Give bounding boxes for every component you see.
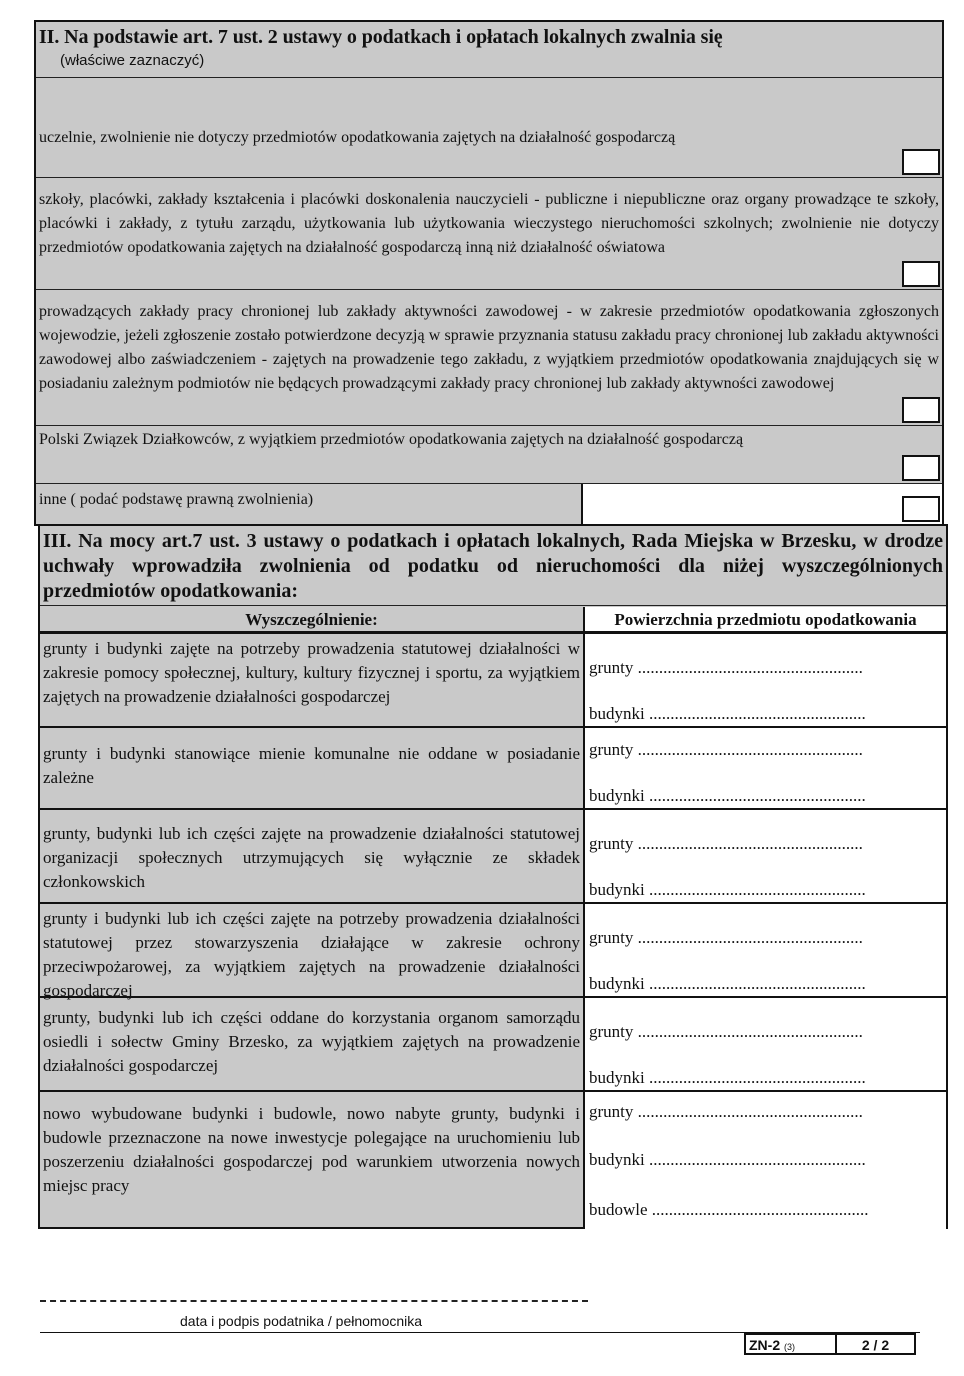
form-code [746, 1335, 837, 1353]
exemption-text: inne ( podać podstawę prawną zwolnienia) [39, 491, 314, 508]
section-2-header [36, 22, 942, 78]
exemption-text: szkoły, placówki, zakłady kształcenia i placówki doskonalenia nauczycieli - publiczne i niepubliczne oraz organy prowadzące te szkoły, placówki i zakłady, z tytułu zarządu, użytkowania lub użytkowania wieczystego nieruchomości szkolnych; zwolnienie nie dotyczy przedmiotów opodatkowania zajętych na działalność gospodarczą inną niż działalność oświatowa [39, 191, 939, 256]
exemption-row-szkoly [36, 178, 942, 290]
exemption-checkbox-uczelnie[interactable] [902, 149, 940, 175]
row-description: grunty i budynki lub ich części zajęte na potrzeby prowadzenia działalności statutowej przez stowarzyszenia działające w zakresie ochrony przeciwpożarowej, za wyjątkiem zajętych na prowadzenie działalności gospodarczej [43, 909, 580, 1000]
area-cell [583, 808, 946, 902]
area-field-grunty[interactable]: grunty ..................................................... [589, 1022, 863, 1041]
area-field-budynki[interactable]: budynki ................................................... [589, 704, 866, 723]
area-field-budynki[interactable]: budynki ................................................... [589, 786, 866, 805]
table-row [40, 726, 583, 808]
table-row [40, 808, 583, 902]
area-field-grunty[interactable]: grunty ..................................................... [589, 834, 863, 853]
area-cell [583, 632, 946, 726]
exemption-row-inne [36, 484, 942, 524]
area-field-grunty[interactable]: grunty ..................................................... [589, 928, 863, 947]
section-2-subtitle: (właściwe zaznaczyć) [60, 52, 205, 69]
section-3-council-exemptions [38, 524, 948, 1229]
area-field-grunty[interactable]: grunty ..................................................... [589, 1102, 863, 1121]
exemption-row-uczelnie [36, 78, 942, 178]
row-description: grunty i budynki zajęte na potrzeby prowadzenia statutowej działalności w zakresie pomocy społecznej, kultury, kultury fizycznej i sportu, za wyjątkiem zajętych na prowadzenie działalności gospodarczej [43, 639, 580, 706]
exemption-checkbox-pzd[interactable] [902, 455, 940, 481]
exemption-checkbox-szkoly[interactable] [902, 261, 940, 287]
exemption-row-pzd [36, 426, 942, 484]
other-legal-basis-field[interactable] [581, 484, 942, 524]
table-row [40, 902, 583, 1000]
area-cell [583, 902, 946, 996]
area-field-budynki[interactable]: budynki ................................................... [589, 1068, 866, 1087]
table-row [40, 632, 583, 726]
column-header-specification: Wyszczególnienie: [40, 607, 583, 633]
area-cell [583, 726, 946, 808]
section-2-exemptions [34, 20, 944, 526]
row-description: grunty, budynki lub ich części oddane do korzystania organom samorządu osiedli i sołectw Gminy Brzesko, za wyjątkiem zajętych na prowadzenie działalności gospodarczej [43, 1008, 580, 1075]
form-code-text: ZN-2 [749, 1337, 781, 1353]
form-code-box [744, 1333, 916, 1355]
page-number: 2 / 2 [861, 1337, 890, 1353]
area-cell [583, 1090, 946, 1229]
area-field-grunty[interactable]: grunty ..................................................... [589, 658, 863, 677]
signature-line[interactable] [40, 1300, 588, 1302]
column-header-area: Powierzchnia przedmiotu opodatkowania [583, 607, 946, 633]
exemption-text: Polski Związek Działkowców, z wyjątkiem przedmiotów opodatkowania zajętych na działalność gospodarczą [39, 431, 744, 448]
row-description: grunty i budynki stanowiące mienie komunalne nie oddane w posiadanie zależne [43, 744, 580, 787]
form-version: (3) [784, 1342, 796, 1352]
area-field-budynki[interactable]: budynki ................................................... [589, 880, 866, 899]
exemption-row-zpch [36, 290, 942, 426]
exemption-text: prowadzących zakłady pracy chronionej lub zakłady aktywności zawodowej - w zakresie przedmiotów opodatkowania zgłoszonych wojewodzie, jeżeli zgłoszenie zostało potwierdzone decyzją w sprawie przyznania statusu zakładu pracy chronionej lub zakładu aktywności zawodowej albo zaświadczeniem - zajętych na prowadzenie tego zakładu, z wyjątkiem przedmiotów opodatkowania znajdujących się w posiadaniu zależnym podmiotów nie będących prowadzącymi zakłady pracy chronionej lub zakłady aktywności zawodowej [39, 303, 939, 392]
exemption-checkbox-inne[interactable] [902, 496, 940, 522]
area-cell [583, 996, 946, 1090]
section-3-title: III. Na mocy art.7 ust. 3 ustawy o podatkach i opłatach lokalnych, Rada Miejska w Brzesku, w drodze uchwały wprowadziła zwolnienia od podatku od nieruchomości dla niżej wyszczególnionych przedmiotów opodatkowania: [40, 526, 946, 606]
row-description: grunty, budynki lub ich części zajęte na prowadzenie działalności statutowej organizacji społecznych utrzymujących się wyłącznie ze składek członkowskich [43, 824, 580, 891]
row-description: nowo wybudowane budynki i budowle, nowo nabyte grunty, budynki i budowle przeznaczone na nowe inwestycje polegające na uruchomieniu lub poszerzeniu działalności gospodarczej pod warunkiem utworzenia nowych miejsc pracy [43, 1104, 580, 1195]
area-field-budynki[interactable]: budynki ................................................... [589, 974, 866, 993]
area-field-budowle[interactable]: budowle ................................................... [589, 1200, 869, 1219]
area-field-budynki[interactable]: budynki ................................................... [589, 1150, 866, 1169]
table-row [40, 996, 583, 1090]
area-field-grunty[interactable]: grunty ..................................................... [589, 740, 863, 759]
exemption-text: uczelnie, zwolnienie nie dotyczy przedmiotów opodatkowania zajętych na działalność gospodarczą [39, 129, 676, 146]
signature-caption: data i podpis podatnika / pełnomocnika [180, 1313, 423, 1329]
exemption-checkbox-zpch[interactable] [902, 397, 940, 423]
section-2-title: II. Na podstawie art. 7 ust. 2 ustawy o podatkach i opłatach lokalnych zwalnia się [39, 26, 723, 48]
table-row [40, 1090, 583, 1229]
